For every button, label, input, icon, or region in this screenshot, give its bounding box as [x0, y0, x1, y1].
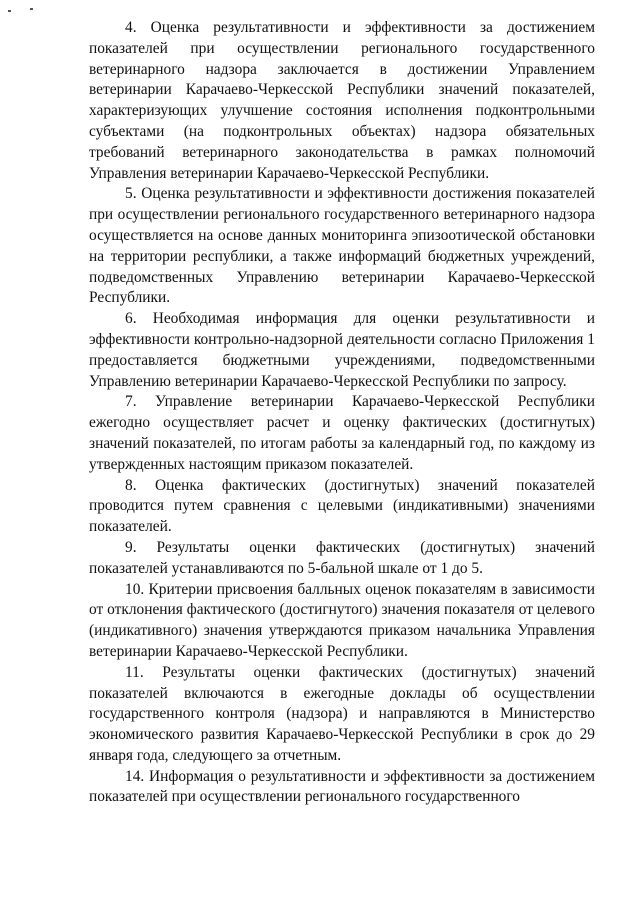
paragraph-6: 6. Необходимая информация для оценки результативности и эффективности контрольно-надзорной деятельности согласно Приложения 1 предоставляется бюджетными учреждениями, подведомственными Управлению ветеринарии Карачаево-Черкесской Республики по запросу. — [89, 310, 595, 390]
paragraph-9: 9. Результаты оценки фактических (достигнутых) значений показателей устанавливаются по 5-бальной шкале от 1 до 5. — [89, 538, 595, 577]
paragraph-5: 5. Оценка результативности и эффективности достижения показателей при осуществлении регионального государственного ветеринарного надзора осуществляется на основе данных мониторинга эпизоотической обстановки на территории республики, а также информаций бюджетных учреждений, подведомственных Управлению ветеринарии Карачаево-Черкесской Республики. — [89, 185, 595, 307]
paragraph-7: 7. Управление ветеринарии Карачаево-Черкесской Республики ежегодно осуществляет расчет и оценку фактических (достигнутых) значений показателей, по итогам работы за календарный год, по каждому из утвержденных настоящим приказом показателей. — [89, 393, 595, 473]
paragraph-14: 14. Информация о результативности и эффективности за достижением показателей при осуществлении регионального государственного — [89, 767, 595, 806]
paragraph-10: 10. Критерии присвоения балльных оценок показателям в зависимости от отклонения фактического (достигнутого) значения показателя от целевого (индикативного) значения утверждаются приказом начальника Управления ветеринарии Карачаево-Черкесской Республики. — [89, 580, 595, 660]
scan-artifact — [8, 10, 11, 12]
scan-artifact — [30, 8, 33, 10]
paragraph-8: 8. Оценка фактических (достигнутых) значений показателей проводится путем сравнения с целевыми (индикативными) значениями показателей. — [89, 476, 595, 536]
paragraph-11: 11. Результаты оценки фактических (достигнутых) значений показателей включаются в ежегодные доклады об осуществлении государственного контроля (надзора) и направляются в Министерство экономического развития Карачаево-Черкесской Республики в срок до 29 января года, следующего за отчетным. — [89, 663, 595, 764]
document-body — [89, 18, 595, 808]
paragraph-4: 4. Оценка результативности и эффективности за достижением показателей при осуществлении регионального государственного ветеринарного надзора заключается в достижении Управлением ветеринарии Карачаево-Черкесской Республики значений показателей, характеризующих улучшение состояния исполнения подконтрольными субъектами (на подконтрольных объектах) надзора обязательных требований ветеринарного законодательства в рамках полномочий Управления ветеринарии Карачаево-Черкесской Республики. — [89, 19, 595, 182]
